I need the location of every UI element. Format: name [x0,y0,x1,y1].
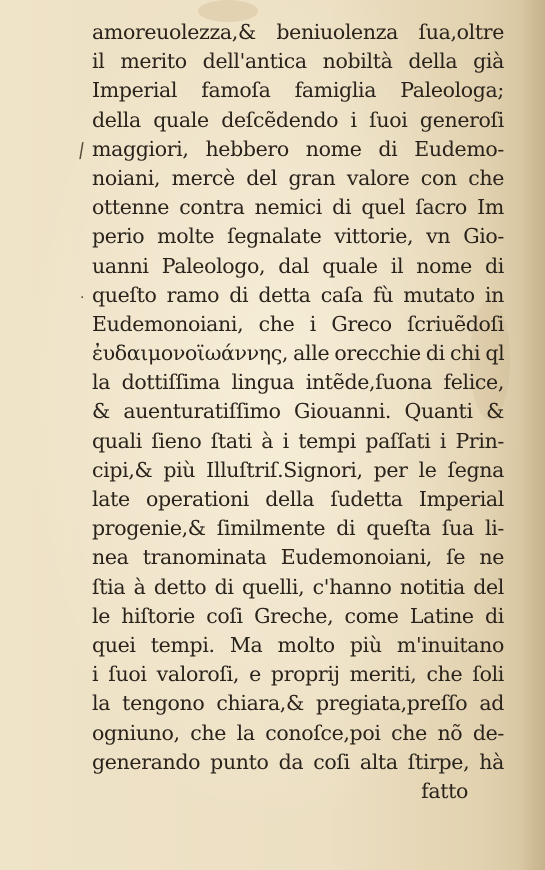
text-line: ἐυδαιμονοϊωάννης, alle orecchie di chi ql [92,341,505,366]
text-line: i ſuoi valoroſi, e proprij meriti, che ſoli [92,662,504,687]
text-line: cipi,& più Illuſtriſ.Signori, per le ſegna [92,457,504,482]
text-line: late operationi della ſudetta Imperial [92,487,504,511]
text-line: queſto ramo di detta caſa fù mutato in [92,282,504,307]
text-line: Eudemonoiani, che i Greco ſcriuẽdoſi [92,311,504,336]
text-line: ottenne contra nemici di quel ſacro Im [92,195,504,220]
page-edge-shadow [519,0,545,870]
text-line: la tengono chiara,& pregiata,preſſo ad [92,691,504,716]
text-line: ogniuno, che la conoſce,poi che nõ de- [92,720,504,745]
margin-mark: . [80,286,85,302]
margin-mark: / [76,137,87,163]
text-line: nea tranominata Eudemonoiani, ſe ne [92,545,504,570]
text-line: le hiſtorie coſi Greche, come Latine di [92,603,504,628]
text-line: quei tempi. Ma molto più m'inuitano [92,632,504,657]
catchword: fatto [421,778,468,803]
text-block [92,18,504,806]
text-line: generando punto da coſi alta ſtirpe, hà [92,749,504,774]
text-line: & auenturatiſſimo Giouanni. Quanti & [92,399,504,424]
text-line: la dottiſſima lingua intẽde,ſuona felice, [92,370,504,395]
text-line: Imperial famoſa famiglia Paleologa; [92,78,504,103]
text-line: amoreuolezza,& beniuolenza ſua,oltre [92,20,504,44]
text-line: noiani, mercè del gran valore con che [92,165,504,190]
text-line: quali ſieno ſtati à i tempi paſſati i Prin- [92,428,504,453]
text-line: il merito dell'antica nobiltà della già [92,49,504,74]
text-line: progenie,& ſimilmente di queſta ſua li- [92,516,504,541]
text-line: uanni Paleologo, dal quale il nome di [92,253,504,278]
text-line: maggiori, hebbero nome di Eudemo- [92,136,504,161]
text-line: ſtia à detto di quelli, c'hanno notitia del [92,574,504,599]
text-line: della quale deſcẽdendo i ſuoi generoſi [92,107,504,132]
text-line: perio molte ſegnalate vittorie, vn Gio- [92,224,504,249]
